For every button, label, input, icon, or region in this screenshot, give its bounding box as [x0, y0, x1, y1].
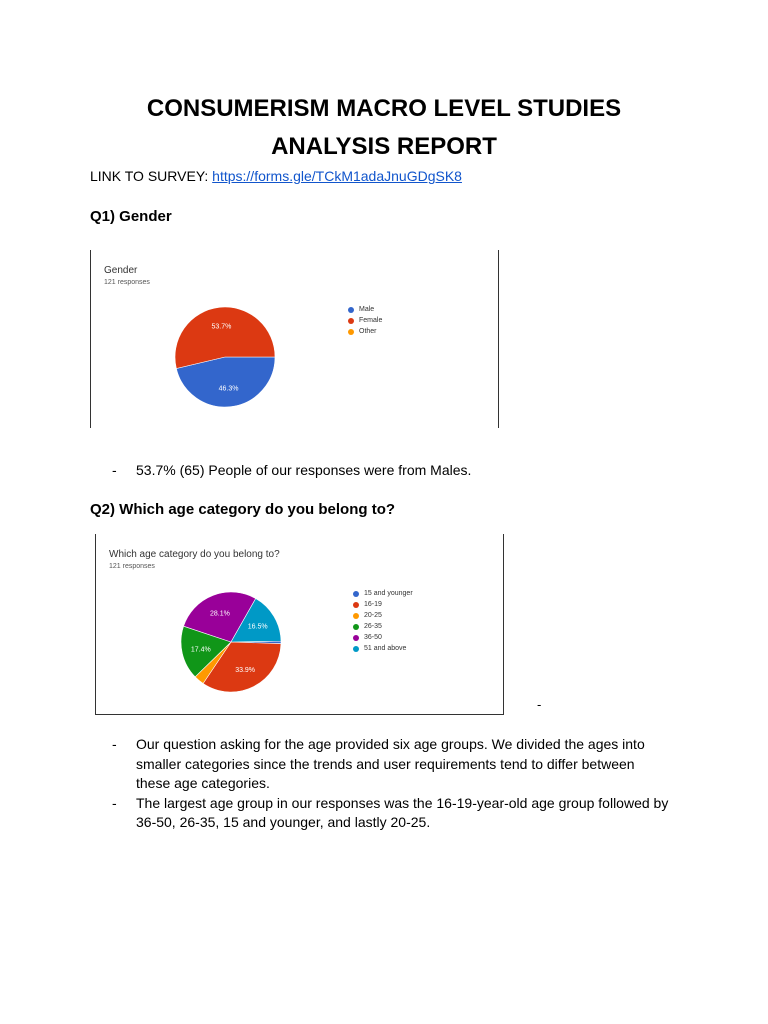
stray-dash: - [537, 697, 542, 712]
legend-label: 26-35 [364, 623, 382, 630]
q2-bullet-list [112, 735, 672, 833]
legend-label: 16-19 [364, 601, 382, 608]
legend-swatch [348, 329, 354, 335]
age-chart-subtitle: 121 responses [109, 563, 155, 570]
legend-label: 15 and younger [364, 590, 413, 597]
list-item [112, 735, 672, 794]
legend-label: 36-50 [364, 634, 382, 641]
q1-bullet-list [112, 461, 471, 481]
survey-link-label: LINK TO SURVEY: [90, 168, 213, 184]
legend-swatch [353, 613, 359, 619]
legend-item-26-35 [353, 621, 413, 632]
legend-swatch [353, 602, 359, 608]
survey-link[interactable]: https://forms.gle/TCkM1adaJnuGDgSK8 [212, 168, 462, 184]
legend-item-36-50 [353, 632, 413, 643]
gender-pie-chart [91, 250, 498, 428]
age-chart-legend [353, 588, 413, 654]
age-chart-title: Which age category do you belong to? [109, 549, 280, 560]
legend-swatch [353, 646, 359, 652]
list-item [112, 461, 471, 481]
gender-chart-legend [348, 304, 382, 337]
legend-swatch [353, 624, 359, 630]
bullet-dash: - [112, 462, 117, 478]
pie-label-26-35: 17.4% [190, 646, 211, 654]
legend-swatch [348, 318, 354, 324]
legend-swatch [353, 591, 359, 597]
gender-chart-card [90, 250, 499, 428]
pie-label-male: 46.3% [218, 385, 239, 393]
bullet-dash: - [112, 794, 117, 811]
q2-bullet-text-1: Our question asking for the age provided six age groups. We divided the ages into smaller categories since the trends and user requirements tend to differ between these age categories. [136, 736, 645, 791]
pie-label-female: 53.7% [211, 323, 232, 331]
legend-item-male [348, 304, 382, 315]
gender-chart-title: Gender [104, 265, 138, 276]
legend-label: Female [359, 317, 383, 324]
document-title [0, 90, 768, 166]
q1-bullet-text: 53.7% (65) People of our responses were from Males. [136, 462, 472, 478]
legend-item-51-and-above [353, 643, 413, 654]
survey-link-line [90, 168, 462, 184]
q2-bullet-text-2: The largest age group in our responses was the 16-19-year-old age group followed by 36-50, 26-35, 15 and younger, and lastly 20-25. [136, 794, 669, 830]
document-title-line-1: CONSUMERISM MACRO LEVEL STUDIES [146, 95, 622, 122]
q1-heading: Q1) Gender [90, 208, 172, 225]
legend-label: Male [359, 306, 375, 313]
legend-item-female [348, 315, 382, 326]
pie-label-51-and-above: 16.5% [247, 623, 268, 631]
q2-heading: Q2) Which age category do you belong to? [90, 501, 396, 518]
age-pie-chart [96, 534, 503, 714]
legend-label: 51 and above [364, 645, 407, 652]
document-title-line-2: ANALYSIS REPORT [271, 133, 497, 160]
legend-item-16-19 [353, 599, 413, 610]
legend-swatch [353, 635, 359, 641]
legend-item-other [348, 326, 382, 337]
gender-chart-subtitle: 121 responses [104, 279, 150, 286]
legend-label: 20-25 [364, 612, 382, 619]
age-chart-card [95, 534, 504, 715]
pie-label-36-50: 28.1% [209, 610, 230, 618]
legend-label: Other [359, 328, 377, 335]
bullet-dash: - [112, 736, 117, 752]
pie-label-16-19: 33.9% [235, 667, 256, 675]
legend-swatch [348, 307, 354, 313]
legend-item-20-25 [353, 610, 413, 621]
list-item [112, 794, 672, 833]
legend-item-15-and-younger [353, 588, 413, 599]
